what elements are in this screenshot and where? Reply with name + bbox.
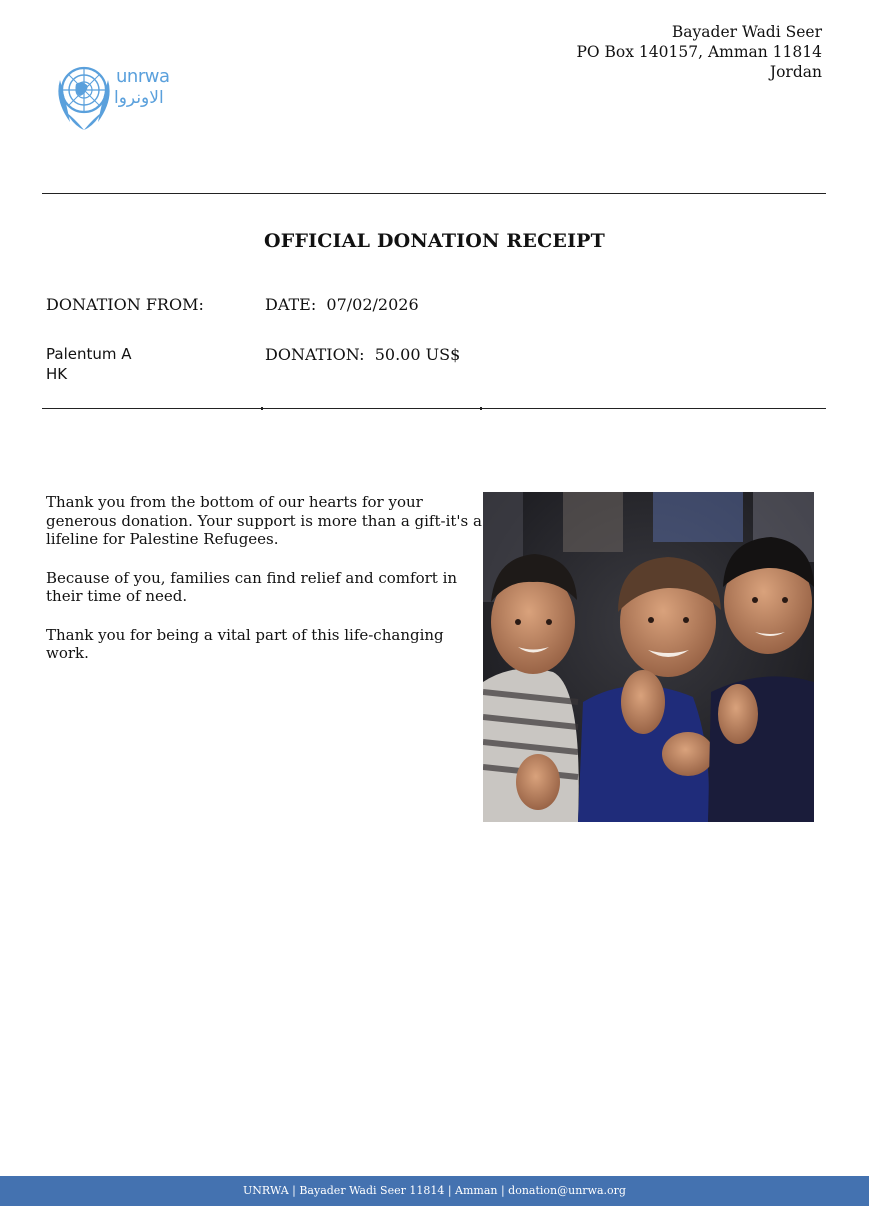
- receipt-title: OFFICIAL DONATION RECEIPT: [264, 230, 605, 252]
- donor-name: Palentum A: [46, 345, 132, 363]
- logo-text-ar: الاونروا: [114, 88, 164, 108]
- divider-tick: [480, 407, 482, 410]
- donation-value: 50.00 US$: [374, 345, 461, 364]
- message-paragraph-2: Because of you, families can find relief and comfort in their time of need.: [46, 568, 458, 605]
- date-value: 07/02/2026: [326, 295, 419, 314]
- address-line-3: Jordan: [769, 63, 822, 81]
- donor-region: HK: [46, 365, 68, 383]
- donation-field: [265, 345, 460, 364]
- message-paragraph-1: Thank you from the bottom of our hearts for your generous donation. Your support is more than a gift-it's a lifeline for Palestine Refugees.: [46, 493, 482, 548]
- address-line-1: Bayader Wadi Seer: [671, 23, 822, 41]
- message-paragraph-3: Thank you for being a vital part of this life-changing work.: [46, 625, 444, 662]
- unrwa-logo: [56, 50, 168, 134]
- date-field: [265, 295, 419, 314]
- un-emblem-icon: [56, 50, 112, 134]
- date-label: DATE:: [265, 295, 317, 314]
- bottom-divider: [42, 408, 826, 409]
- thank-you-message: [46, 493, 486, 683]
- top-divider: [42, 193, 826, 194]
- divider-tick: [261, 407, 263, 410]
- logo-text-en: unrwa: [116, 66, 170, 87]
- donation-from-label: DONATION FROM:: [46, 295, 204, 314]
- children-photo: [483, 492, 814, 822]
- sender-address: [576, 22, 822, 82]
- donation-label: DONATION:: [265, 345, 365, 364]
- address-line-2: PO Box 140157, Amman 11814: [576, 43, 822, 61]
- footer-bar: UNRWA | Bayader Wadi Seer 11814 | Amman | donation@unrwa.org: [0, 1176, 869, 1206]
- donor-info: [46, 344, 132, 384]
